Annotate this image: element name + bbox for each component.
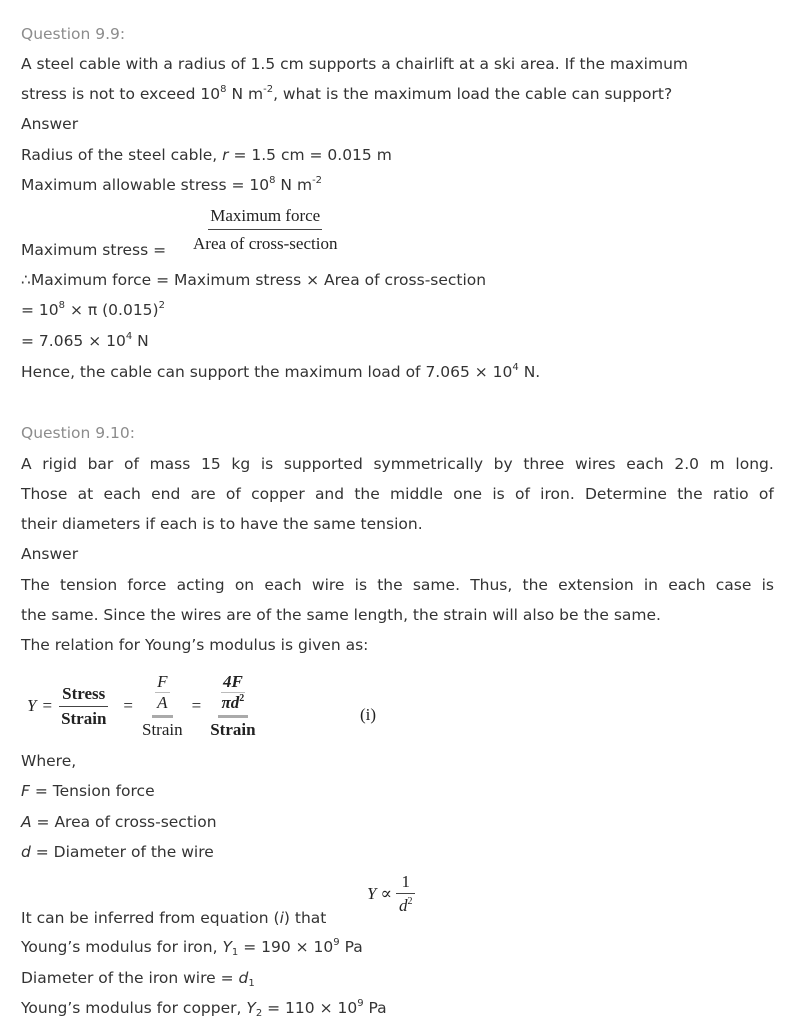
def-A: A = Area of cross-section: [21, 813, 217, 831]
q99-allowable-stress-line: Maximum allowable stress = $10^8$ N $m^{-2}$: [21, 175, 323, 194]
one-over-d2-fraction: [396, 872, 416, 916]
inference-line: It can be inferred from equation (i) that: [21, 909, 327, 927]
q99-stress-fraction: [190, 206, 340, 254]
prop-Y: Y: [367, 884, 377, 903]
eq-A: A: [157, 693, 168, 712]
prop-d: d: [398, 896, 408, 915]
equation-label: (i): [360, 705, 377, 724]
F-over-A-strain-fraction: [139, 672, 186, 740]
iron-modulus-line: Young’s modulus for iron, $Y_1 = 190 \times 10^9$ Pa: [21, 937, 363, 958]
question-9-9-heading: Question 9.9:: [21, 25, 126, 43]
eq-Y: Y: [27, 696, 37, 715]
q910-answer-line2: the same. Since the wires are of the same length, the strain will also be the same.: [21, 606, 661, 624]
eq-pid: πd: [221, 693, 240, 712]
proportional-symbol: ∝: [380, 884, 392, 903]
q99-calc-line1: = $10^8 \times \pi$ $(0.015)^2$: [21, 300, 165, 319]
iron-diameter-line: Diameter of the iron wire = $d_1$: [21, 969, 255, 989]
proportionality-formula: [367, 872, 415, 916]
eq-equals: =: [42, 696, 53, 715]
4F-over-pid2-strain-fraction: [207, 672, 258, 740]
q910-relation-line: The relation for Young’s modulus is given as:: [21, 636, 369, 654]
q99-calc-line2: = $7.065 \times 10^4$ N: [21, 331, 149, 350]
q99-body-line1: A steel cable with a radius of 1.5 cm supports a chairlift at a ski area. If the maximum: [21, 55, 688, 73]
eq-strain: Strain: [142, 720, 183, 739]
youngs-modulus-equation: [27, 668, 259, 744]
q910-answer-line1: The tension force acting on each wire is the same. Thus, the extension in each case is: [21, 576, 774, 594]
eq-pid-exp: 2: [239, 693, 245, 704]
q99-conclusion: Hence, the cable can support the maximum load of $7.065 \times 10^4$ N.: [21, 362, 541, 381]
eq-equals: =: [123, 696, 133, 715]
prop-numerator: 1: [396, 872, 415, 894]
eq-F: F: [157, 672, 168, 691]
q910-body-line2: Those at each end are of copper and the middle one is of iron. Determine the ratio of: [21, 485, 774, 503]
eq-equals: =: [191, 696, 202, 715]
prop-exp: 2: [407, 896, 413, 907]
question-9-10-heading: Question 9.10:: [21, 424, 135, 442]
eq-strain: Strain: [210, 720, 256, 739]
q910-body-line1: A rigid bar of mass 15 kg is supported symmetrically by three wires each 2.0 m long.: [21, 455, 774, 473]
q910-body-line3: their diameters if each is to have the same tension.: [21, 515, 423, 533]
fraction-denominator: Area of cross-section: [193, 234, 338, 253]
q99-answer-label: Answer: [21, 115, 79, 133]
q99-force-line: ∴Maximum force = Maximum stress × Area of cross-section: [21, 271, 487, 289]
fraction-numerator: Maximum force: [208, 206, 322, 230]
eq-strain: Strain: [61, 708, 107, 728]
eq-4F: 4F: [222, 672, 243, 691]
where-label: Where,: [21, 752, 77, 770]
q99-radius-line: Radius of the steel cable, r = 1.5 cm = 0.015 m: [21, 146, 392, 164]
q99-body-line2: stress is not to exceed $10^8$ N $m^{-2}$, what is the maximum load the cable can support?: [21, 84, 673, 103]
def-d: d = Diameter of the wire: [21, 843, 214, 861]
def-F: F = Tension force: [21, 782, 155, 800]
copper-modulus-line: Young’s modulus for copper, $Y_2 = 110 \times 10^9$ Pa: [21, 998, 387, 1019]
q99-stress-label: Maximum stress =: [21, 241, 167, 259]
stress-strain-fraction: [58, 684, 109, 729]
q910-answer-label: Answer: [21, 545, 79, 563]
eq-stress: Stress: [59, 684, 108, 707]
